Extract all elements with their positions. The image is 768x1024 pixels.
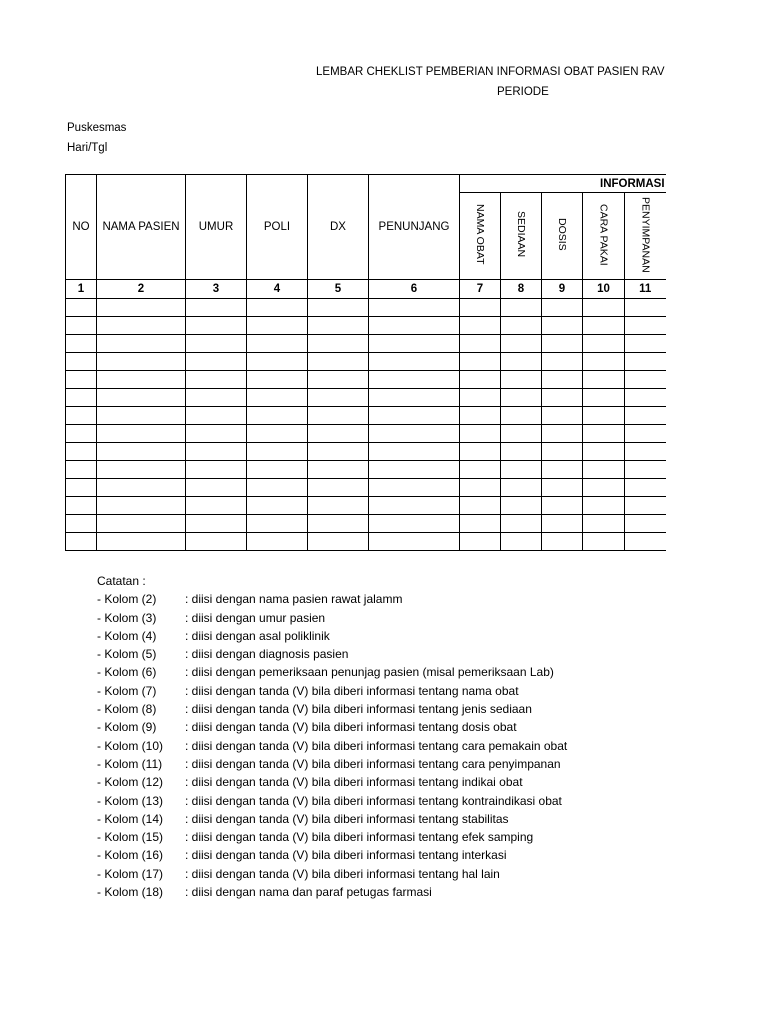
table-cell[interactable]: [308, 533, 369, 551]
note-description: : diisi dengan tanda (V) bila diberi informasi tentang stabilitas: [185, 811, 509, 826]
note-item: [97, 846, 567, 864]
col-header-sediaan: [501, 193, 542, 280]
table-cell[interactable]: [308, 497, 369, 515]
group-header-informasi: INFORMASI: [460, 175, 666, 193]
table-cell[interactable]: [583, 371, 625, 389]
table-cell[interactable]: [247, 353, 308, 371]
table-cell[interactable]: [186, 407, 247, 425]
table-cell[interactable]: [460, 533, 501, 551]
col-header-umur: UMUR: [186, 175, 247, 280]
table-cell[interactable]: [247, 317, 308, 335]
note-description: : diisi dengan tanda (V) bila diberi informasi tentang hal lain: [185, 866, 500, 881]
table-cell[interactable]: [542, 335, 583, 353]
table-cell[interactable]: [501, 425, 542, 443]
table-cell[interactable]: [625, 335, 666, 353]
note-description: : diisi dengan diagnosis pasien: [185, 647, 349, 662]
table-cell[interactable]: [308, 389, 369, 407]
table-cell[interactable]: [66, 353, 97, 371]
table-cell[interactable]: [97, 335, 186, 353]
note-column-label: - Kolom (12): [97, 775, 164, 790]
column-number: 3: [186, 280, 247, 299]
table-cell[interactable]: [625, 443, 666, 461]
table-cell[interactable]: [369, 353, 460, 371]
table-cell[interactable]: [186, 533, 247, 551]
table-cell[interactable]: [308, 461, 369, 479]
table-cell[interactable]: [308, 371, 369, 389]
note-column-label: - Kolom (4): [97, 628, 157, 643]
table-body: [66, 299, 666, 551]
column-number-row: [66, 280, 666, 299]
table-cell[interactable]: [247, 299, 308, 317]
table-cell[interactable]: [460, 389, 501, 407]
table-cell[interactable]: [542, 515, 583, 533]
note-column-label: - Kolom (6): [97, 665, 157, 680]
table-cell[interactable]: [308, 425, 369, 443]
column-number: 6: [369, 280, 460, 299]
table-cell[interactable]: [583, 479, 625, 497]
table-cell[interactable]: [247, 533, 308, 551]
table-cell[interactable]: [66, 497, 97, 515]
note-item: [97, 609, 567, 627]
note-column-label: - Kolom (10): [97, 738, 164, 753]
table-cell[interactable]: [66, 371, 97, 389]
table-cell[interactable]: [247, 497, 308, 515]
table-cell[interactable]: [66, 479, 97, 497]
table-cell[interactable]: [542, 443, 583, 461]
table-cell[interactable]: [501, 299, 542, 317]
note-description: : diisi dengan tanda (V) bila diberi informasi tentang cara penyimpanan: [185, 756, 561, 771]
table-cell[interactable]: [542, 371, 583, 389]
col-header-cara-pakai: [583, 193, 625, 280]
table-row: [66, 371, 666, 389]
table-row: [66, 299, 666, 317]
table-cell[interactable]: [97, 407, 186, 425]
table-row: [66, 443, 666, 461]
table-cell[interactable]: [66, 389, 97, 407]
col-header-dosis-label: DOSIS: [556, 218, 568, 251]
note-column-label: - Kolom (3): [97, 610, 157, 625]
table-cell[interactable]: [460, 407, 501, 425]
table-cell[interactable]: [583, 533, 625, 551]
table-row: [66, 335, 666, 353]
table-cell[interactable]: [66, 461, 97, 479]
puskesmas-label: Puskesmas: [67, 122, 127, 134]
column-number: 8: [501, 280, 542, 299]
col-header-poli: POLI: [247, 175, 308, 280]
note-column-label: - Kolom (7): [97, 683, 157, 698]
table-cell[interactable]: [625, 479, 666, 497]
table-cell[interactable]: [97, 515, 186, 533]
table-cell[interactable]: [542, 479, 583, 497]
table-cell[interactable]: [97, 317, 186, 335]
table-cell[interactable]: [583, 425, 625, 443]
table-cell[interactable]: [186, 317, 247, 335]
table-row: [66, 515, 666, 533]
table-cell[interactable]: [460, 335, 501, 353]
note-item: [97, 682, 567, 700]
table-cell[interactable]: [583, 299, 625, 317]
document-subtitle: PERIODE: [497, 86, 549, 98]
table-cell[interactable]: [97, 389, 186, 407]
note-description: : diisi dengan tanda (V) bila diberi informasi tentang cara pemakain obat: [185, 738, 568, 753]
table-cell[interactable]: [501, 389, 542, 407]
table-row: [66, 461, 666, 479]
table-cell[interactable]: [542, 317, 583, 335]
table-cell[interactable]: [369, 443, 460, 461]
table-cell[interactable]: [308, 335, 369, 353]
table-cell[interactable]: [66, 407, 97, 425]
table-cell[interactable]: [625, 389, 666, 407]
table-cell[interactable]: [369, 533, 460, 551]
table-cell[interactable]: [625, 353, 666, 371]
note-description: : diisi dengan nama dan paraf petugas farmasi: [185, 885, 432, 900]
table-cell[interactable]: [583, 317, 625, 335]
table-cell[interactable]: [66, 443, 97, 461]
column-number: 9: [542, 280, 583, 299]
table-cell[interactable]: [369, 497, 460, 515]
table-cell[interactable]: [583, 461, 625, 479]
note-item: [97, 663, 567, 681]
table-cell[interactable]: [583, 407, 625, 425]
note-column-label: - Kolom (9): [97, 720, 157, 735]
table-cell[interactable]: [460, 371, 501, 389]
note-item: [97, 627, 567, 645]
checklist-table: [65, 174, 666, 551]
note-column-label: - Kolom (16): [97, 848, 164, 863]
table-cell[interactable]: [369, 425, 460, 443]
table-cell[interactable]: [501, 407, 542, 425]
col-header-penunjang: PENUNJANG: [369, 175, 460, 280]
table-cell[interactable]: [460, 479, 501, 497]
note-column-label: - Kolom (14): [97, 811, 164, 826]
table-cell[interactable]: [308, 299, 369, 317]
table-cell[interactable]: [247, 425, 308, 443]
table-cell[interactable]: [66, 533, 97, 551]
table-cell[interactable]: [542, 389, 583, 407]
note-description: : diisi dengan tanda (V) bila diberi informasi tentang jenis sediaan: [185, 702, 532, 717]
table-cell[interactable]: [247, 371, 308, 389]
note-item: [97, 865, 567, 883]
col-header-penyimpanan: [625, 193, 666, 280]
col-header-dx: DX: [308, 175, 369, 280]
table-cell[interactable]: [460, 317, 501, 335]
table-cell[interactable]: [625, 497, 666, 515]
table-cell[interactable]: [460, 353, 501, 371]
note-column-label: - Kolom (5): [97, 647, 157, 662]
column-number: 10: [583, 280, 625, 299]
table-cell[interactable]: [583, 389, 625, 407]
table-cell[interactable]: [625, 299, 666, 317]
column-number: 7: [460, 280, 501, 299]
table-row: [66, 479, 666, 497]
table-cell[interactable]: [247, 443, 308, 461]
table-cell[interactable]: [460, 299, 501, 317]
note-item: [97, 590, 567, 608]
note-description: : diisi dengan tanda (V) bila diberi informasi tentang nama obat: [185, 683, 519, 698]
table-cell[interactable]: [460, 425, 501, 443]
table-row: [66, 533, 666, 551]
table-cell[interactable]: [460, 461, 501, 479]
note-column-label: - Kolom (2): [97, 592, 157, 607]
note-column-label: - Kolom (18): [97, 885, 164, 900]
table-cell[interactable]: [625, 317, 666, 335]
note-description: : diisi dengan tanda (V) bila diberi informasi tentang interkasi: [185, 848, 507, 863]
note-column-label: - Kolom (15): [97, 830, 164, 845]
table-cell[interactable]: [369, 389, 460, 407]
table-cell[interactable]: [186, 497, 247, 515]
column-number: 4: [247, 280, 308, 299]
notes-heading: Catatan :: [97, 574, 146, 588]
notes-section: [97, 572, 567, 901]
table-cell[interactable]: [97, 425, 186, 443]
table-cell[interactable]: [97, 533, 186, 551]
table-cell[interactable]: [97, 371, 186, 389]
table-cell[interactable]: [247, 407, 308, 425]
note-description: : diisi dengan tanda (V) bila diberi informasi tentang indikai obat: [185, 775, 523, 790]
note-column-label: - Kolom (13): [97, 793, 164, 808]
column-number: 5: [308, 280, 369, 299]
table-cell[interactable]: [66, 425, 97, 443]
table-cell[interactable]: [247, 335, 308, 353]
note-column-label: - Kolom (11): [97, 756, 163, 771]
table-cell[interactable]: [66, 317, 97, 335]
table-cell[interactable]: [97, 461, 186, 479]
table-cell[interactable]: [247, 389, 308, 407]
table-row: [66, 425, 666, 443]
table-cell[interactable]: [501, 443, 542, 461]
table-cell[interactable]: [501, 515, 542, 533]
table-cell[interactable]: [369, 479, 460, 497]
table-cell[interactable]: [583, 335, 625, 353]
note-item: [97, 792, 567, 810]
note-item: [97, 773, 567, 791]
column-number: 2: [97, 280, 186, 299]
table-cell[interactable]: [583, 353, 625, 371]
table-cell[interactable]: [369, 371, 460, 389]
table-cell[interactable]: [186, 425, 247, 443]
col-header-no: NO: [66, 175, 97, 280]
table-cell[interactable]: [583, 497, 625, 515]
table-cell[interactable]: [247, 461, 308, 479]
table-cell[interactable]: [501, 353, 542, 371]
table-cell[interactable]: [542, 425, 583, 443]
table-cell[interactable]: [625, 533, 666, 551]
table-cell[interactable]: [542, 299, 583, 317]
table-cell[interactable]: [308, 353, 369, 371]
note-column-label: - Kolom (17): [97, 866, 164, 881]
table-cell[interactable]: [501, 461, 542, 479]
table-cell[interactable]: [186, 299, 247, 317]
note-item: [97, 755, 567, 773]
table-cell[interactable]: [186, 389, 247, 407]
note-item: [97, 883, 567, 901]
table-row: [66, 389, 666, 407]
table-cell[interactable]: [460, 497, 501, 515]
table-cell[interactable]: [66, 515, 97, 533]
table-cell[interactable]: [369, 515, 460, 533]
table-cell[interactable]: [97, 353, 186, 371]
document-title: LEMBAR CHEKLIST PEMBERIAN INFORMASI OBAT PASIEN RAV: [316, 66, 665, 78]
table-cell[interactable]: [186, 335, 247, 353]
table-cell[interactable]: [542, 533, 583, 551]
date-label: Hari/Tgl: [67, 142, 108, 154]
table-cell[interactable]: [97, 443, 186, 461]
col-header-nama-obat: [460, 193, 501, 280]
table-cell[interactable]: [308, 317, 369, 335]
table-cell[interactable]: [369, 407, 460, 425]
table-cell[interactable]: [247, 515, 308, 533]
table-cell[interactable]: [369, 461, 460, 479]
col-header-nama-pasien: NAMA PASIEN: [97, 175, 186, 280]
column-number: 1: [66, 280, 97, 299]
table-cell[interactable]: [308, 515, 369, 533]
table-cell[interactable]: [625, 515, 666, 533]
table-cell[interactable]: [501, 479, 542, 497]
table-cell[interactable]: [308, 443, 369, 461]
table-cell[interactable]: [369, 335, 460, 353]
table-cell[interactable]: [97, 299, 186, 317]
table-row: [66, 317, 666, 335]
table-row: [66, 407, 666, 425]
table-cell[interactable]: [186, 371, 247, 389]
note-item: [97, 828, 567, 846]
table-cell[interactable]: [369, 299, 460, 317]
table-cell[interactable]: [308, 407, 369, 425]
note-item: [97, 810, 567, 828]
table-cell[interactable]: [542, 353, 583, 371]
table-cell[interactable]: [97, 479, 186, 497]
column-number: 11: [625, 280, 666, 299]
table-cell[interactable]: [186, 515, 247, 533]
col-header-cara-pakai-label: CARA PAKAI: [597, 203, 610, 266]
note-description: : diisi dengan nama pasien rawat jalamm: [185, 592, 403, 607]
table-cell[interactable]: [460, 515, 501, 533]
note-description: : diisi dengan tanda (V) bila diberi informasi tentang dosis obat: [185, 720, 517, 735]
table-cell[interactable]: [583, 443, 625, 461]
table-cell[interactable]: [66, 335, 97, 353]
table-cell[interactable]: [369, 317, 460, 335]
table-cell[interactable]: [186, 461, 247, 479]
note-item: [97, 737, 567, 755]
note-item: [97, 645, 567, 663]
table-cell[interactable]: [186, 353, 247, 371]
table-cell[interactable]: [501, 317, 542, 335]
table-cell[interactable]: [583, 515, 625, 533]
table-cell[interactable]: [542, 497, 583, 515]
notes-list: [97, 590, 567, 901]
note-description: : diisi dengan tanda (V) bila diberi informasi tentang kontraindikasi obat: [185, 793, 562, 808]
table-cell[interactable]: [542, 407, 583, 425]
table-cell[interactable]: [186, 443, 247, 461]
col-header-sediaan-label: SEDIAAN: [515, 211, 527, 258]
table-row: [66, 353, 666, 371]
note-column-label: - Kolom (8): [97, 702, 157, 717]
table-cell[interactable]: [247, 479, 308, 497]
col-header-nama-obat-label: NAMA OBAT: [474, 204, 486, 265]
table-cell[interactable]: [97, 497, 186, 515]
col-header-dosis: [542, 193, 583, 280]
table-cell[interactable]: [625, 425, 666, 443]
table-cell[interactable]: [625, 461, 666, 479]
table-cell[interactable]: [501, 533, 542, 551]
table-row: [66, 497, 666, 515]
note-item: [97, 700, 567, 718]
table-cell[interactable]: [460, 443, 501, 461]
note-description: : diisi dengan umur pasien: [185, 610, 326, 625]
table-cell[interactable]: [501, 335, 542, 353]
col-header-penyimpanan-label: PENYIMPANAN: [639, 196, 652, 273]
table-cell[interactable]: [308, 479, 369, 497]
table-cell[interactable]: [501, 497, 542, 515]
table-cell[interactable]: [625, 407, 666, 425]
table-cell[interactable]: [66, 299, 97, 317]
table-cell[interactable]: [542, 461, 583, 479]
table-cell[interactable]: [625, 371, 666, 389]
table-cell[interactable]: [501, 371, 542, 389]
table-cell[interactable]: [186, 479, 247, 497]
note-description: : diisi dengan tanda (V) bila diberi informasi tentang efek samping: [185, 830, 534, 845]
note-description: : diisi dengan asal poliklinik: [185, 628, 330, 643]
note-item: [97, 718, 567, 736]
note-description: : diisi dengan pemeriksaan penunjag pasien (misal pemeriksaan Lab): [185, 665, 554, 680]
